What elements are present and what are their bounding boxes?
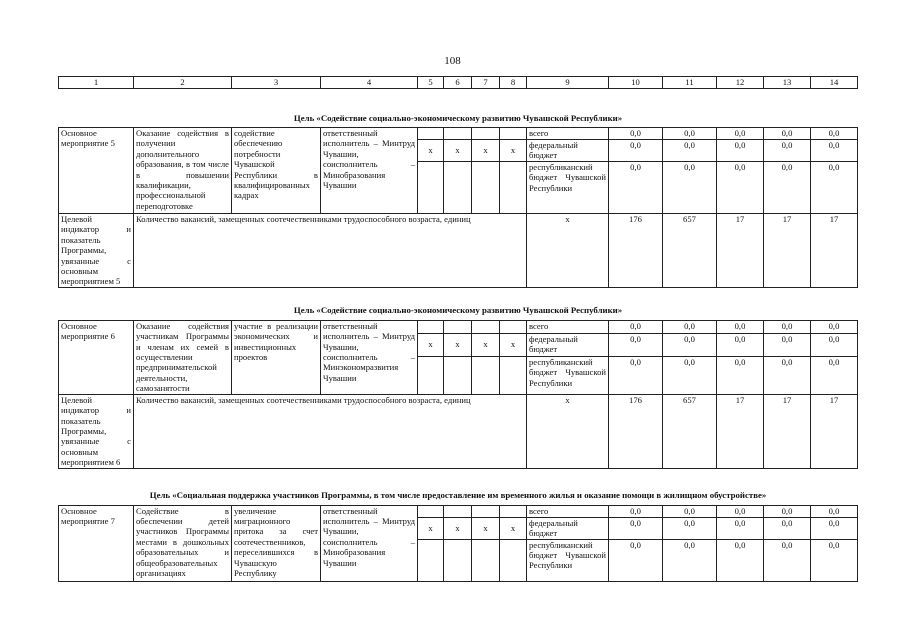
- indicator-value: 17: [811, 214, 858, 288]
- indicator-value: 17: [764, 214, 811, 288]
- measure-purpose: увеличение миграционного притока за счет соотечественников, переселившихся в Чувашскую Республику: [232, 505, 321, 581]
- code-cell: х: [500, 517, 527, 539]
- goal-title: Цель «Содействие социально-экономическому развитию Чувашской Республики»: [59, 287, 858, 320]
- measure-row: [59, 320, 858, 333]
- indicator-value: 657: [663, 394, 717, 468]
- funding-value: 0,0: [811, 505, 858, 517]
- goal-title: Цель «Содействие социально-экономическому развитию Чувашской Республики»: [59, 89, 858, 128]
- code-cell-empty: [418, 356, 444, 394]
- indicator-row: [59, 214, 858, 288]
- funding-source: всего: [527, 320, 609, 333]
- indicator-name: Целевой индикатор и показатель Программы, увязанные с основным мероприятием 5: [59, 214, 134, 288]
- code-cell-empty: [418, 162, 444, 214]
- code-cell: х: [500, 333, 527, 356]
- funding-source: всего: [527, 505, 609, 517]
- column-header: 6: [444, 77, 472, 89]
- indicator-value: 17: [717, 394, 764, 468]
- funding-value: 0,0: [764, 539, 811, 581]
- indicator-text: Количество вакансий, замещенных соотечественниками трудоспособного возраста, единиц: [134, 394, 527, 468]
- code-cell-empty: [444, 356, 472, 394]
- code-cell-empty: [418, 128, 444, 140]
- code-cell: х: [472, 517, 500, 539]
- indicator-value: 17: [811, 394, 858, 468]
- indicator-mark: х: [527, 214, 609, 288]
- code-cell-empty: [500, 320, 527, 333]
- code-cell-empty: [444, 539, 472, 581]
- indicator-value: 17: [717, 214, 764, 288]
- measure-purpose: участие в реализации экономических и инвестиционных проектов: [232, 320, 321, 394]
- code-cell: х: [418, 333, 444, 356]
- code-cell-empty: [472, 356, 500, 394]
- indicator-mark: х: [527, 394, 609, 468]
- page-number: 108: [444, 55, 461, 67]
- column-header: 13: [764, 77, 811, 89]
- code-cell-empty: [472, 320, 500, 333]
- funding-value: 0,0: [609, 333, 663, 356]
- goal-title: Цель «Социальная поддержка участников Программы, в том числе предоставление им временного жилья и оказание помощи в жилищном обустройстве»: [59, 468, 858, 505]
- indicator-text: Количество вакансий, замещенных соотечественниками трудоспособного возраста, единиц: [134, 214, 527, 288]
- funding-value: 0,0: [764, 128, 811, 140]
- code-cell: х: [444, 333, 472, 356]
- column-header: 1: [59, 77, 134, 89]
- code-cell-empty: [472, 505, 500, 517]
- funding-value: 0,0: [717, 505, 764, 517]
- code-cell-empty: [500, 128, 527, 140]
- funding-value: 0,0: [811, 539, 858, 581]
- funding-value: 0,0: [663, 320, 717, 333]
- funding-value: 0,0: [717, 320, 764, 333]
- column-header: 7: [472, 77, 500, 89]
- funding-value: 0,0: [764, 333, 811, 356]
- funding-value: 0,0: [764, 517, 811, 539]
- header-row: [59, 77, 858, 89]
- indicator-row: [59, 394, 858, 468]
- measure-executors: ответственный исполнитель – Минтруд Чувашии, соисполнитель – Минобразования Чувашии: [321, 505, 418, 581]
- code-cell-empty: [472, 162, 500, 214]
- funding-value: 0,0: [609, 140, 663, 162]
- funding-value: 0,0: [609, 539, 663, 581]
- measure-row: [59, 505, 858, 517]
- funding-value: 0,0: [663, 517, 717, 539]
- funding-value: 0,0: [811, 517, 858, 539]
- column-header: 8: [500, 77, 527, 89]
- funding-source: республиканский бюджет Чувашской Республики: [527, 539, 609, 581]
- funding-value: 0,0: [663, 333, 717, 356]
- funding-value: 0,0: [609, 505, 663, 517]
- funding-value: 0,0: [717, 128, 764, 140]
- code-cell-empty: [418, 320, 444, 333]
- funding-value: 0,0: [609, 162, 663, 214]
- funding-value: 0,0: [764, 320, 811, 333]
- indicator-value: 17: [764, 394, 811, 468]
- indicator-value: 176: [609, 394, 663, 468]
- column-header: 9: [527, 77, 609, 89]
- funding-value: 0,0: [717, 517, 764, 539]
- indicator-name: Целевой индикатор и показатель Программы, увязанные с основным мероприятием 6: [59, 394, 134, 468]
- measure-name: Основное мероприятие 6: [59, 320, 134, 394]
- measure-executors: ответственный исполнитель – Минтруд Чувашии, соисполнитель – Минобразования Чувашии: [321, 128, 418, 214]
- goal-row: [59, 287, 858, 320]
- code-cell-empty: [444, 162, 472, 214]
- column-header: 5: [418, 77, 444, 89]
- funding-value: 0,0: [609, 356, 663, 394]
- code-cell-empty: [444, 128, 472, 140]
- program-table: [58, 76, 858, 582]
- measure-description: Оказание содействия участникам Программы и членам их семей в осуществлении предпринимательской деятельности, самозанятости: [134, 320, 232, 394]
- measure-row: [59, 128, 858, 140]
- funding-value: 0,0: [811, 356, 858, 394]
- code-cell-empty: [444, 505, 472, 517]
- funding-value: 0,0: [811, 320, 858, 333]
- measure-name: Основное мероприятие 7: [59, 505, 134, 581]
- column-header: 3: [232, 77, 321, 89]
- funding-value: 0,0: [811, 333, 858, 356]
- measure-executors: ответственный исполнитель – Минтруд Чувашии, соисполнитель – Минэкономразвития Чувашии: [321, 320, 418, 394]
- funding-value: 0,0: [811, 128, 858, 140]
- column-header: 11: [663, 77, 717, 89]
- indicator-value: 176: [609, 214, 663, 288]
- indicator-value: 657: [663, 214, 717, 288]
- funding-value: 0,0: [811, 140, 858, 162]
- code-cell: х: [444, 517, 472, 539]
- code-cell: х: [418, 140, 444, 162]
- column-header: 14: [811, 77, 858, 89]
- funding-value: 0,0: [663, 140, 717, 162]
- code-cell: х: [418, 517, 444, 539]
- code-cell-empty: [418, 539, 444, 581]
- funding-value: 0,0: [717, 356, 764, 394]
- code-cell: х: [444, 140, 472, 162]
- column-header: 10: [609, 77, 663, 89]
- funding-value: 0,0: [609, 320, 663, 333]
- funding-value: 0,0: [663, 356, 717, 394]
- funding-value: 0,0: [609, 517, 663, 539]
- code-cell-empty: [472, 128, 500, 140]
- funding-value: 0,0: [663, 505, 717, 517]
- funding-value: 0,0: [811, 162, 858, 214]
- funding-source: республиканский бюджет Чувашской Республики: [527, 162, 609, 214]
- funding-value: 0,0: [663, 162, 717, 214]
- funding-value: 0,0: [764, 505, 811, 517]
- measure-name: Основное мероприятие 5: [59, 128, 134, 214]
- funding-value: 0,0: [717, 162, 764, 214]
- funding-value: 0,0: [609, 128, 663, 140]
- funding-source: федеральный бюджет: [527, 517, 609, 539]
- code-cell-empty: [500, 356, 527, 394]
- funding-source: федеральный бюджет: [527, 333, 609, 356]
- code-cell-empty: [418, 505, 444, 517]
- funding-value: 0,0: [717, 140, 764, 162]
- code-cell-empty: [500, 162, 527, 214]
- goal-row: [59, 89, 858, 128]
- column-header: 2: [134, 77, 232, 89]
- funding-value: 0,0: [764, 356, 811, 394]
- funding-value: 0,0: [764, 162, 811, 214]
- code-cell: х: [472, 140, 500, 162]
- code-cell: х: [500, 140, 527, 162]
- funding-value: 0,0: [663, 128, 717, 140]
- funding-source: федеральный бюджет: [527, 140, 609, 162]
- code-cell: х: [472, 333, 500, 356]
- column-header: 4: [321, 77, 418, 89]
- funding-value: 0,0: [717, 539, 764, 581]
- measure-description: Содействие в обеспечении детей участников Программы местами в дошкольных образовательных и общеобразовательных организациях: [134, 505, 232, 581]
- funding-value: 0,0: [764, 140, 811, 162]
- code-cell-empty: [500, 505, 527, 517]
- funding-source: республиканский бюджет Чувашской Республики: [527, 356, 609, 394]
- funding-value: 0,0: [717, 333, 764, 356]
- measure-description: Оказание содействия в получении дополнительного образования, в том числе в повышении квалификации, профессиональной переподготовке: [134, 128, 232, 214]
- funding-source: всего: [527, 128, 609, 140]
- funding-value: 0,0: [663, 539, 717, 581]
- code-cell-empty: [472, 539, 500, 581]
- column-header: 12: [717, 77, 764, 89]
- goal-row: [59, 468, 858, 505]
- code-cell-empty: [500, 539, 527, 581]
- measure-purpose: содействие обеспечению потребности Чувашской Республики в квалифицированных кадрах: [232, 128, 321, 214]
- code-cell-empty: [444, 320, 472, 333]
